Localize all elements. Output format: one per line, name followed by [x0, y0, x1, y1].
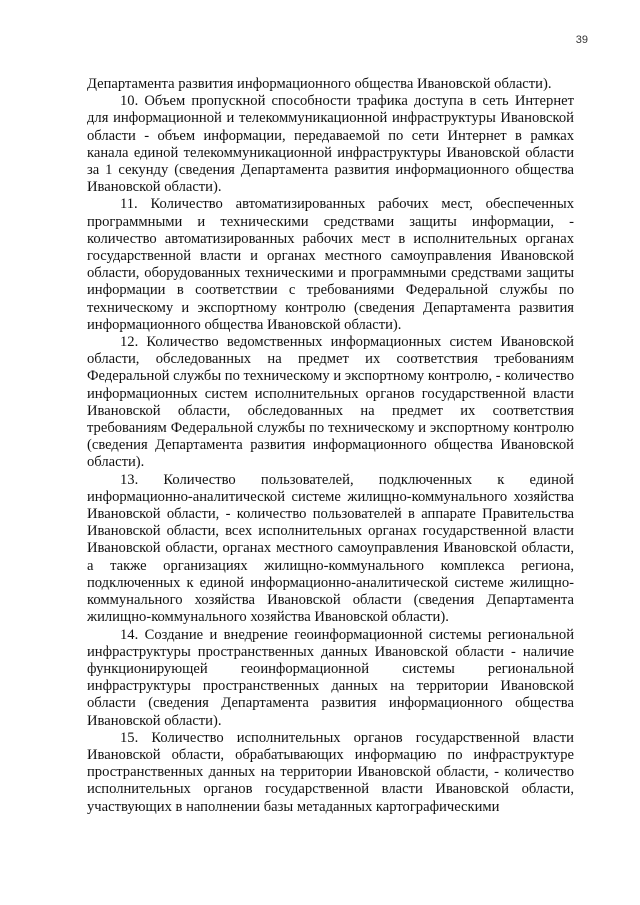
paragraph-continuation: Департамента развития информационного общества Ивановской области). — [87, 76, 552, 92]
paragraph-item-12: 12. Количество ведомственных информационных систем Ивановской области, обследованных на предмет их соответствия требованиям Федеральной службы по техническому и экспортному контролю, - количество информационных систем исполнительных органов государственной власти Ивановской области, обследованных на предмет их соответствия требованиям Федеральной службы по техническому и экспортному контролю (сведения Департамента развития информационного общества Ивановской области). — [87, 334, 574, 471]
paragraph-item-14: 14. Создание и внедрение геоинформационной системы региональной инфраструктуры пространственных данных Ивановской области - наличие функционирующей геоинформационной системы региональной инфраструктуры пространственных данных на территории Ивановской области (сведения Департамента развития информационного общества Ивановской области). — [87, 626, 574, 729]
paragraph-item-11: 11. Количество автоматизированных рабочих мест, обеспеченных программными и техническими средствами защиты информации, - количество автоматизированных рабочих мест в исполнительных органах государственной власти и органах местного самоуправления Ивановской области, оборудованных техническими и программными средствами защиты информации в соответствии с требованиями Федеральной службы по техническому и экспортному контролю (сведения Департамента развития информационного общества Ивановской области). — [87, 196, 574, 333]
paragraph-item-15: 15. Количество исполнительных органов государственной власти Ивановской области, обрабатывающих информацию по инфраструктуре пространственных данных на территории Ивановской области, - количество исполнительных органов государственной власти Ивановской области, участвующих в наполнении базы метаданных картографическими — [87, 729, 574, 815]
paragraph-item-13: 13. Количество пользователей, подключенных к единой информационно-аналитической системе жилищно-коммунального хозяйства Ивановской области, - количество пользователей в аппарате Правительства Ивановской области, всех исполнительных органах государственной власти Ивановской области, органах местного самоуправления Ивановской области, а также организациях жилищно-коммунального комплекса региона, подключенных к единой информационно-аналитической системе жилищно-коммунального хозяйства Ивановской области (сведения Департамента жилищно-коммунального хозяйства Ивановской области). — [87, 471, 574, 626]
page-number: 39 — [575, 34, 588, 46]
paragraph-item-10: 10. Объем пропускной способности трафика доступа в сеть Интернет для информационной и телекоммуникационной инфраструктуры Ивановской области - объем информации, передаваемой по сети Интернет в рамках канала единой телекоммуникационной инфраструктуры Ивановской области за 1 секунду (сведения Департамента развития информационного общества Ивановской области). — [87, 93, 574, 196]
document-body — [87, 76, 574, 816]
